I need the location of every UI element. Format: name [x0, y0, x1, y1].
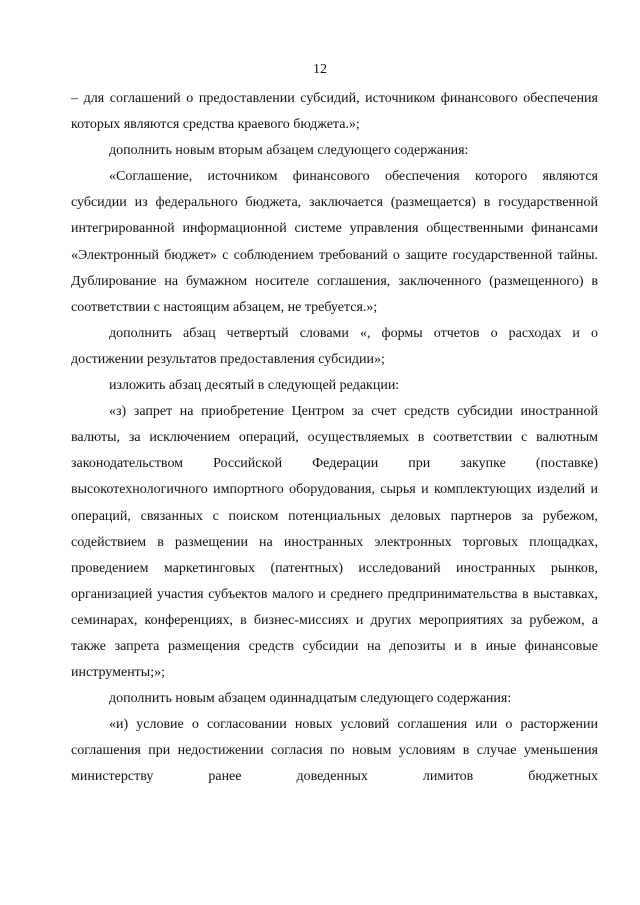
paragraph-currency-prohibition: «з) запрет на приобретение Центром за счет средств субсидии иностранной валюты, за исключением операций, осуществляемых в соответствии с валютным законодательством Российской Федерации при закупке (поставке) высокотехнологичного импортного оборудования, сырья и комплектующих изделий и операций, связанных с поиском потенциальных деловых партнеров за рубежом, содействием в размещении на иностранных электронных торговых площадках, проведением маркетинговых (патентных) исследований иностранных рынков, организацией участия субъектов малого и среднего предпринимательства в выставках, семинарах, конференциях, в бизнес-миссиях и других мероприятиях за рубежом, а также запрета размещения средств субсидии на депозиты и в иные финансовые инструменты;»;: [71, 404, 598, 681]
paragraph-agreement-electronic-budget: «Соглашение, источником финансового обеспечения которого являются субсидии из федерального бюджета, заключается (размещается) в государственной интегрированной информационной системе управления общественными финансами «Электронный бюджет» с соблюдением требований о защите государственной тайны. Дублирование на бумажном носителе соглашения, заключенного (размещенного) в соответствии с настоящим абзацем, не требуется.»;: [71, 169, 598, 315]
paragraph-add-second-abzac: дополнить новым вторым абзацем следующего содержания:: [109, 143, 469, 159]
page-number: 12: [313, 62, 327, 77]
paragraph-add-fourth-abzac-words: дополнить абзац четвертый словами «, формы отчетов о расходах и о достижении результатов предоставления субсидии»;: [71, 325, 598, 367]
paragraph-tenth-abzac-edition: изложить абзац десятый в следующей редакции:: [109, 378, 400, 394]
paragraph-financing-source: – для соглашений о предоставлении субсидий, источником финансового обеспечения которых являются средства краевого бюджета.»;: [71, 91, 598, 133]
document-body: [71, 86, 598, 791]
paragraph-agreement-conditions: «и) условие о согласовании новых условий соглашения или о расторжении соглашения при недостижении согласия по новым условиям в случае уменьшения министерству ранее доведенных лимитов бюджетных: [71, 717, 598, 785]
paragraph-add-eleventh-abzac: дополнить новым абзацем одиннадцатым следующего содержания:: [109, 691, 512, 707]
